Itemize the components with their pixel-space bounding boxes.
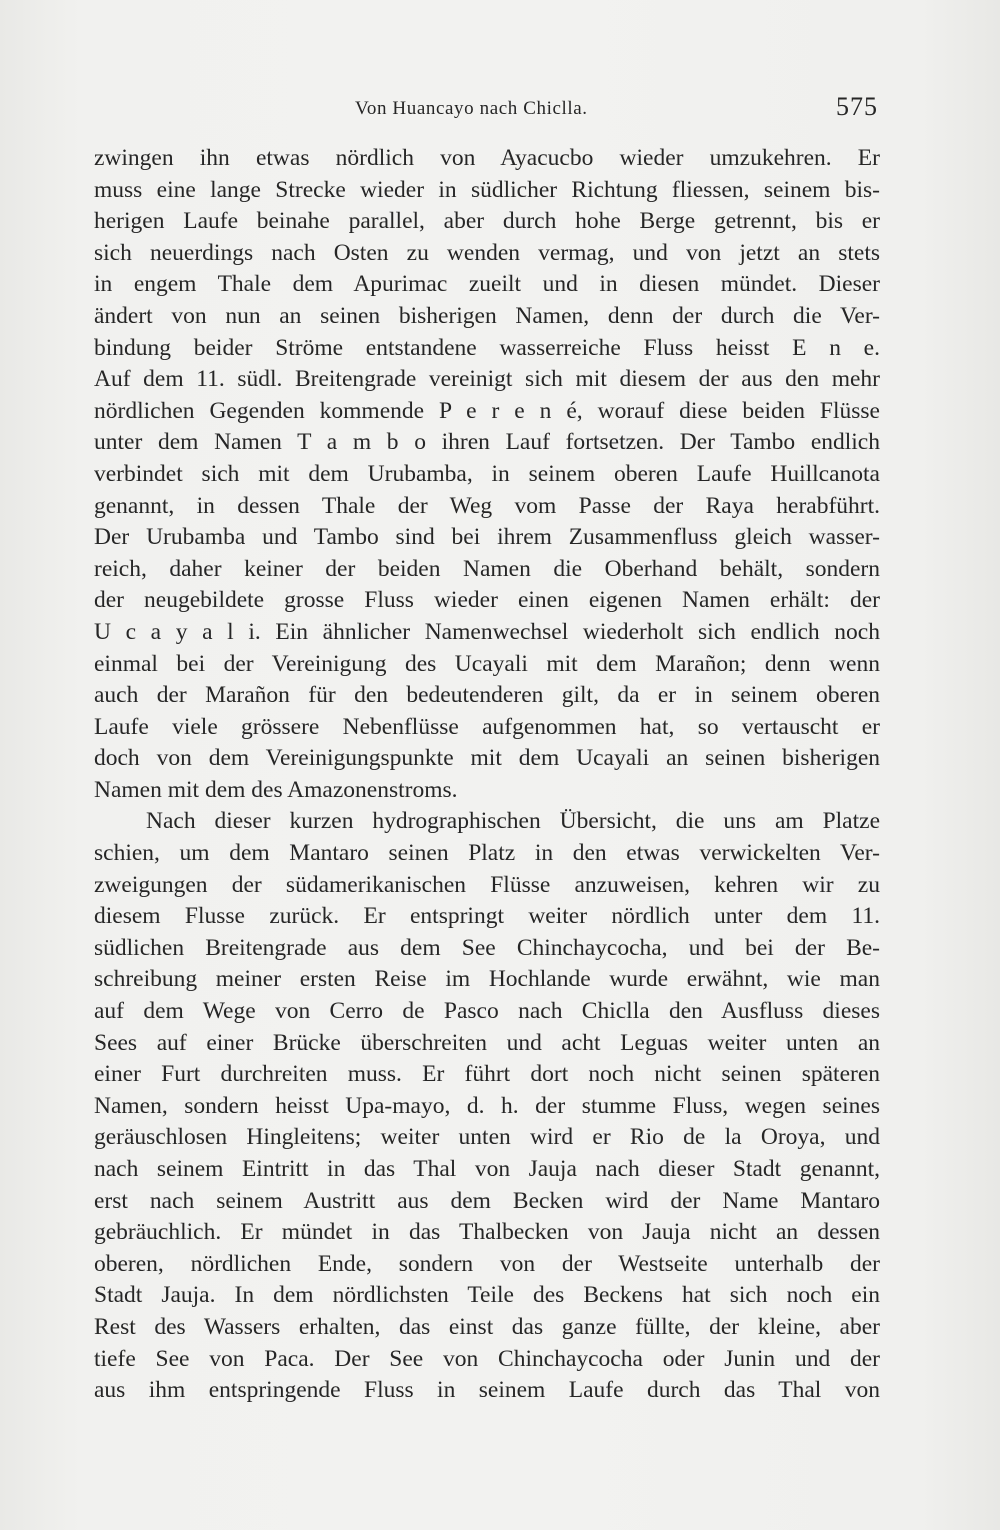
body-text [94, 143, 880, 1407]
text-line: gebräuchlich. Er mündet in das Thalbecken von Jauja nicht an dessen [94, 1219, 880, 1246]
text-line: zwingen ihn etwas nördlich von Ayacucbo wieder umzukehren. Er [94, 145, 880, 171]
text-line: einmal bei der Vereinigung des Ucayali mit dem Marañon; denn wenn [94, 650, 880, 677]
text-line: auf dem Wege von Cerro de Pasco nach Chiclla den Ausfluss dieses [94, 998, 880, 1025]
text-line: in engem Thale dem Apurimac zueilt und in diesen mündet. Dieser [94, 271, 880, 298]
text-line: Auf dem 11. südl. Breitengrade vereinigt sich mit diesem der aus den mehr [94, 366, 880, 393]
text-line: herigen Laufe beinahe parallel, aber durch hohe Berge getrennt, bis er [94, 208, 880, 235]
text-line: nördlichen Gegenden kommende P e r e n é, worauf diese beiden Flüsse [94, 397, 880, 424]
paragraph-end-line: Namen mit dem des Amazonenstroms. [94, 776, 458, 803]
running-title: Von Huancayo nach Chiclla. [355, 98, 588, 119]
page-header [0, 92, 1000, 132]
text-line: diesem Flusse zurück. Er entspringt weiter nördlich unter dem 11. [94, 903, 880, 930]
text-line: reich, daher keiner der beiden Namen die Oberhand behält, sondern [94, 555, 880, 582]
text-line: erst nach seinem Austritt aus dem Becken wird der Name Mantaro [94, 1187, 880, 1214]
text-line: sich neuerdings nach Osten zu wenden vermag, und von jetzt an stets [94, 239, 880, 266]
text-line: Laufe viele grössere Nebenflüsse aufgenommen hat, so vertauscht er [94, 713, 880, 740]
text-line: doch von dem Vereinigungspunkte mit dem Ucayali an seinen bisherigen [94, 745, 880, 772]
text-line: zweigungen der südamerikanischen Flüsse anzuweisen, kehren wir zu [94, 871, 880, 898]
text-line: unter dem Namen T a m b o ihren Lauf fortsetzen. Der Tambo endlich [94, 429, 880, 456]
text-line: oberen, nördlichen Ende, sondern von der Westseite unterhalb der [94, 1250, 880, 1277]
text-line: tiefe See von Paca. Der See von Chinchaycocha oder Junin und der [94, 1345, 880, 1372]
text-line: geräuschlosen Hingleitens; weiter unten wird er Rio de la Oroya, und [94, 1124, 880, 1151]
text-line: genannt, in dessen Thale der Weg vom Passe der Raya herabführt. [94, 492, 880, 519]
text-line: nach seinem Eintritt in das Thal von Jauja nach dieser Stadt genannt, [94, 1156, 880, 1182]
text-line: schreibung meiner ersten Reise im Hochlande wurde erwähnt, wie man [94, 966, 880, 993]
text-line: aus ihm entspringende Fluss in seinem Laufe durch das Thal von [94, 1377, 880, 1404]
text-line: ändert von nun an seinen bisherigen Namen, denn der durch die Ver- [94, 302, 880, 329]
text-line: Sees auf einer Brücke überschreiten und acht Leguas weiter unten an [94, 1029, 880, 1056]
text-line: auch der Marañon für den bedeutenderen gilt, da er in seinem oberen [94, 682, 880, 709]
page-number: 575 [836, 92, 878, 121]
paragraph-start-line: Nach dieser kurzen hydrographischen Übersicht, die uns am Platze [146, 808, 880, 835]
text-line: Der Urubamba und Tambo sind bei ihrem Zusammenfluss gleich wasser- [94, 524, 880, 551]
text-line: Namen, sondern heisst Upa-mayo, d. h. der stumme Fluss, wegen seines [94, 1092, 880, 1119]
text-line: U c a y a l i. Ein ähnlicher Namenwechsel wiederholt sich endlich noch [94, 618, 880, 645]
text-line: Rest des Wassers erhalten, das einst das ganze füllte, der kleine, aber [94, 1313, 880, 1340]
text-line: muss eine lange Strecke wieder in südlicher Richtung fliessen, seinem bis- [94, 176, 880, 203]
text-line: einer Furt durchreiten muss. Er führt dort noch nicht seinen späteren [94, 1061, 880, 1088]
text-line: schien, um dem Mantaro seinen Platz in den etwas verwickelten Ver- [94, 840, 880, 867]
text-line: der neugebildete grosse Fluss wieder einen eigenen Namen erhält: der [94, 587, 880, 614]
text-line: Stadt Jauja. In dem nördlichsten Teile des Beckens hat sich noch ein [94, 1282, 880, 1309]
text-line: bindung beider Ströme entstandene wasserreiche Fluss heisst E n e. [94, 334, 880, 361]
text-line: verbindet sich mit dem Urubamba, in seinem oberen Laufe Huillcanota [94, 460, 880, 487]
text-line: südlichen Breitengrade aus dem See Chinchaycocha, und bei der Be- [94, 934, 880, 961]
